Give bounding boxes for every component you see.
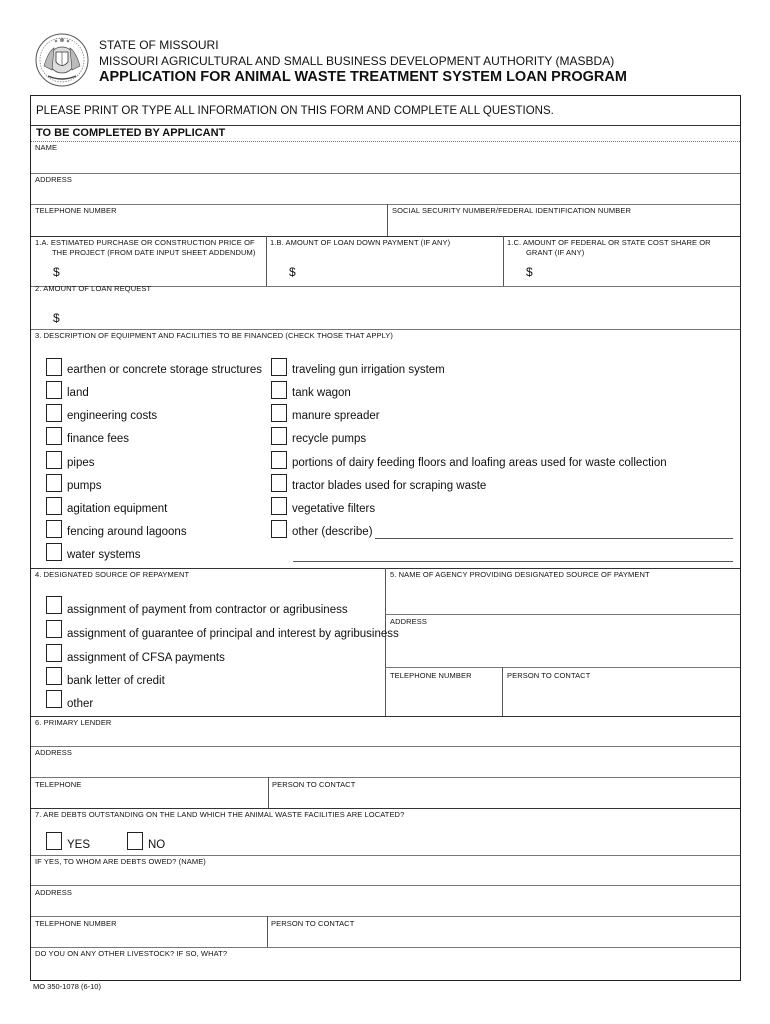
form-title: APPLICATION FOR ANIMAL WASTE TREATMENT SYSTEM LOAN PROGRAM (99, 69, 627, 85)
option-land: land (67, 387, 89, 399)
checkbox-traveling-gun[interactable] (271, 358, 287, 376)
option-water-systems: water systems (67, 549, 141, 561)
option-debts-yes: YES (67, 839, 91, 851)
option-agitation-equipment: agitation equipment (67, 503, 168, 515)
agency-address-label: ADDRESS (390, 617, 427, 626)
q1a-dollar-sign: $ (53, 265, 60, 279)
checkbox-debts-no[interactable] (127, 832, 143, 850)
name-label: NAME (35, 143, 58, 152)
q2-dollar-sign: $ (53, 311, 60, 325)
debt-telephone-field[interactable] (31, 929, 265, 945)
q2-loan-amount-field[interactable] (63, 308, 733, 326)
lender-contact-field[interactable] (270, 790, 738, 806)
name-field[interactable] (31, 153, 740, 172)
debt-holder-name-field[interactable] (31, 867, 740, 884)
lender-telephone-label: TELEPHONE (35, 780, 82, 789)
checkbox-repayment-other[interactable] (46, 690, 62, 708)
q2-label: 2. AMOUNT OF LOAN REQUEST (35, 284, 152, 293)
q1a-price-field[interactable] (63, 262, 263, 282)
agency-address-field[interactable] (387, 628, 737, 664)
ssn-field[interactable] (388, 216, 738, 234)
checkbox-bank-letter[interactable] (46, 667, 62, 685)
option-pumps: pumps (67, 480, 102, 492)
checkbox-other-describe[interactable] (271, 520, 287, 538)
other-describe-line-1[interactable] (375, 538, 733, 539)
application-form (30, 95, 741, 981)
q5-label: 5. NAME OF AGENCY PROVIDING DESIGNATED SOURCE OF PAYMENT (390, 570, 650, 579)
lender-contact-label: PERSON TO CONTACT (272, 780, 356, 789)
checkbox-recycle-pumps[interactable] (271, 427, 287, 445)
option-debts-no: NO (148, 839, 166, 851)
state-name: STATE OF MISSOURI (99, 38, 219, 52)
checkbox-manure-spreader[interactable] (271, 404, 287, 422)
lender-address-field[interactable] (31, 758, 740, 776)
checkbox-engineering-costs[interactable] (46, 404, 62, 422)
debt-contact-label: PERSON TO CONTACT (271, 919, 355, 928)
checkbox-vegetative-filters[interactable] (271, 497, 287, 515)
debt-contact-field[interactable] (269, 929, 738, 945)
other-describe-line-2[interactable] (293, 561, 733, 562)
debt-holder-label: IF YES, TO WHOM ARE DEBTS OWED? (NAME) (35, 857, 206, 866)
option-dairy-floors: portions of dairy feeding floors and loafing areas used for waste collection (292, 457, 667, 469)
q5-agency-name-field[interactable] (387, 582, 737, 612)
option-cfsa-payments: assignment of CFSA payments (67, 652, 225, 664)
q1b-dollar-sign: $ (289, 265, 296, 279)
q1c-label-line2: GRANT (IF ANY) (526, 248, 585, 257)
option-traveling-gun: traveling gun irrigation system (292, 364, 445, 376)
checkbox-dairy-floors[interactable] (271, 451, 287, 469)
checkbox-storage-structures[interactable] (46, 358, 62, 376)
address-label: ADDRESS (35, 175, 72, 184)
option-recycle-pumps: recycle pumps (292, 433, 367, 445)
checkbox-debts-yes[interactable] (46, 832, 62, 850)
missouri-state-seal-icon (34, 32, 90, 88)
q1a-label-line1: 1.A. ESTIMATED PURCHASE OR CONSTRUCTION PRICE OF (35, 238, 255, 247)
agency-telephone-label: TELEPHONE NUMBER (390, 671, 472, 680)
checkbox-cfsa-payments[interactable] (46, 644, 62, 662)
q4-label: 4. DESIGNATED SOURCE OF REPAYMENT (35, 570, 190, 579)
option-engineering-costs: engineering costs (67, 410, 158, 422)
option-tank-wagon: tank wagon (292, 387, 351, 399)
livestock-label: DO YOU ON ANY OTHER LIVESTOCK? IF SO, WHAT? (35, 949, 228, 958)
lender-address-label: ADDRESS (35, 748, 72, 757)
agency-contact-label: PERSON TO CONTACT (507, 671, 591, 680)
lender-telephone-field[interactable] (31, 790, 266, 806)
section-applicant-heading: TO BE COMPLETED BY APPLICANT (36, 127, 226, 139)
option-other-describe: other (describe) (292, 526, 373, 538)
q1c-dollar-sign: $ (526, 265, 533, 279)
agency-contact-field[interactable] (504, 682, 737, 712)
option-finance-fees: finance fees (67, 433, 130, 445)
option-contractor-payment: assignment of payment from contractor or agribusiness (67, 604, 348, 616)
checkbox-pumps[interactable] (46, 474, 62, 492)
q7-label: 7. ARE DEBTS OUTSTANDING ON THE LAND WHICH THE ANIMAL WASTE FACILITIES ARE LOCATED? (35, 810, 405, 819)
option-fencing-lagoons: fencing around lagoons (67, 526, 187, 538)
agency-name: MISSOURI AGRICULTURAL AND SMALL BUSINESS DEVELOPMENT AUTHORITY (MASBDA) (99, 54, 615, 68)
checkbox-agitation-equipment[interactable] (46, 497, 62, 515)
debt-address-field[interactable] (31, 898, 740, 915)
debt-address-label: ADDRESS (35, 888, 72, 897)
checkbox-agribusiness-guarantee[interactable] (46, 620, 62, 638)
q6-label: 6. PRIMARY LENDER (35, 718, 112, 727)
option-manure-spreader: manure spreader (292, 410, 380, 422)
form-number: MO 350-1078 (6-10) (33, 982, 101, 991)
agency-telephone-field[interactable] (387, 682, 500, 712)
checkbox-tank-wagon[interactable] (271, 381, 287, 399)
checkbox-finance-fees[interactable] (46, 427, 62, 445)
option-agribusiness-guarantee: assignment of guarantee of principal and interest by agribusiness (67, 628, 399, 640)
q3-label: 3. DESCRIPTION OF EQUIPMENT AND FACILITIES TO BE FINANCED (CHECK THOSE THAT APPLY) (35, 331, 393, 340)
q1c-cost-share-field[interactable] (536, 262, 736, 282)
checkbox-contractor-payment[interactable] (46, 596, 62, 614)
checkbox-tractor-blades[interactable] (271, 474, 287, 492)
checkbox-fencing-lagoons[interactable] (46, 520, 62, 538)
q1b-down-payment-field[interactable] (299, 262, 499, 282)
option-bank-letter: bank letter of credit (67, 675, 165, 687)
q1a-label-line2: THE PROJECT (FROM DATE INPUT SHEET ADDENDUM) (52, 248, 256, 257)
option-vegetative-filters: vegetative filters (292, 503, 376, 515)
checkbox-land[interactable] (46, 381, 62, 399)
checkbox-water-systems[interactable] (46, 543, 62, 561)
address-field[interactable] (31, 185, 740, 203)
option-pipes: pipes (67, 457, 95, 469)
ssn-label: SOCIAL SECURITY NUMBER/FEDERAL IDENTIFICATION NUMBER (392, 206, 631, 215)
option-storage-structures: earthen or concrete storage structures (67, 364, 262, 376)
livestock-field[interactable] (31, 959, 740, 978)
instructions: PLEASE PRINT OR TYPE ALL INFORMATION ON THIS FORM AND COMPLETE ALL QUESTIONS. (36, 105, 554, 117)
option-tractor-blades: tractor blades used for scraping waste (292, 480, 487, 492)
checkbox-pipes[interactable] (46, 451, 62, 469)
primary-lender-field[interactable] (31, 728, 740, 744)
telephone-label: TELEPHONE NUMBER (35, 206, 117, 215)
option-repayment-other: other (67, 698, 94, 710)
q1b-label: 1.B. AMOUNT OF LOAN DOWN PAYMENT (IF ANY) (270, 238, 451, 247)
debt-telephone-label: TELEPHONE NUMBER (35, 919, 117, 928)
q1c-label-line1: 1.C. AMOUNT OF FEDERAL OR STATE COST SHARE OR (507, 238, 711, 247)
telephone-field[interactable] (31, 216, 386, 234)
